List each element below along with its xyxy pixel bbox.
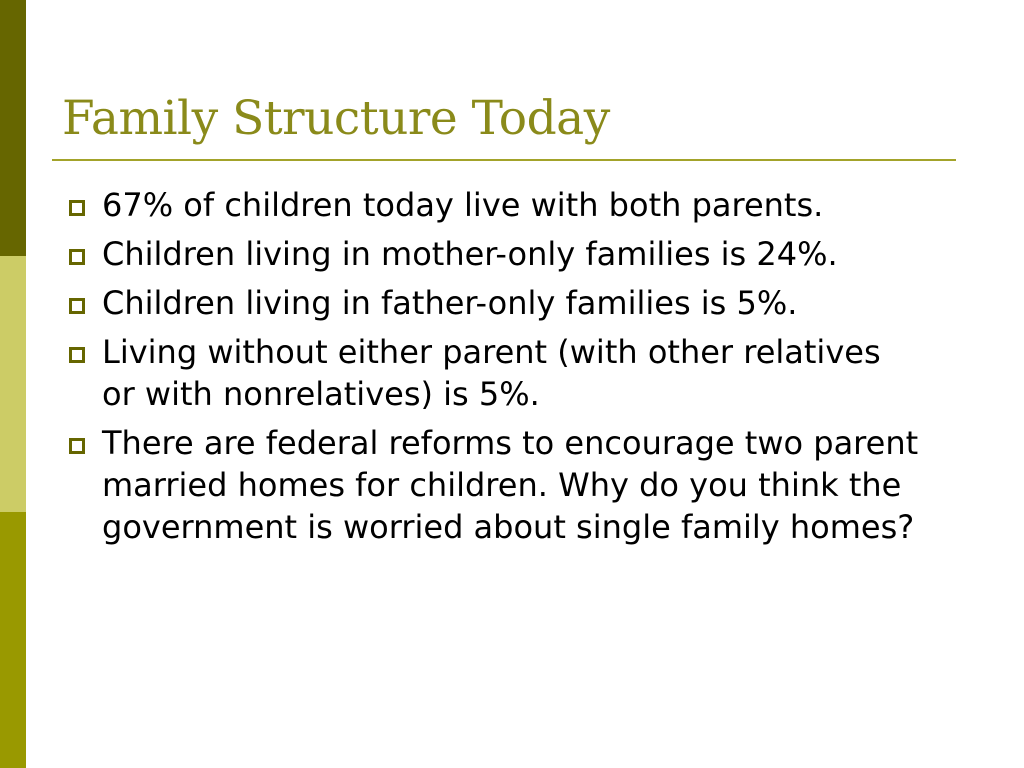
side-band-bottom: [0, 512, 26, 768]
square-bullet-icon: [69, 200, 85, 216]
side-band-top: [0, 0, 26, 256]
bullet-text: 67% of children today live with both parents.: [102, 186, 824, 224]
bullet-item: [62, 422, 922, 548]
bullet-text: Children living in mother-only families is 24%.: [102, 235, 838, 273]
bullet-item: [62, 282, 922, 324]
bullet-item: [62, 184, 922, 226]
bullet-text: Children living in father-only families is 5%.: [102, 284, 798, 322]
side-band-middle: [0, 256, 26, 512]
bullet-text: There are federal reforms to encourage two parent married homes for children. Why do you think the government is worried about single family homes?: [102, 424, 919, 546]
bullet-item: [62, 233, 922, 275]
bullet-item: [62, 331, 922, 415]
square-bullet-icon: [69, 347, 85, 363]
title-divider: [52, 159, 956, 161]
square-bullet-icon: [69, 298, 85, 314]
bullet-text: Living without either parent (with other relatives or with nonrelatives) is 5%.: [102, 333, 881, 413]
square-bullet-icon: [69, 249, 85, 265]
bullet-list: [62, 184, 922, 555]
slide-title: Family Structure Today: [62, 91, 610, 146]
square-bullet-icon: [69, 438, 85, 454]
